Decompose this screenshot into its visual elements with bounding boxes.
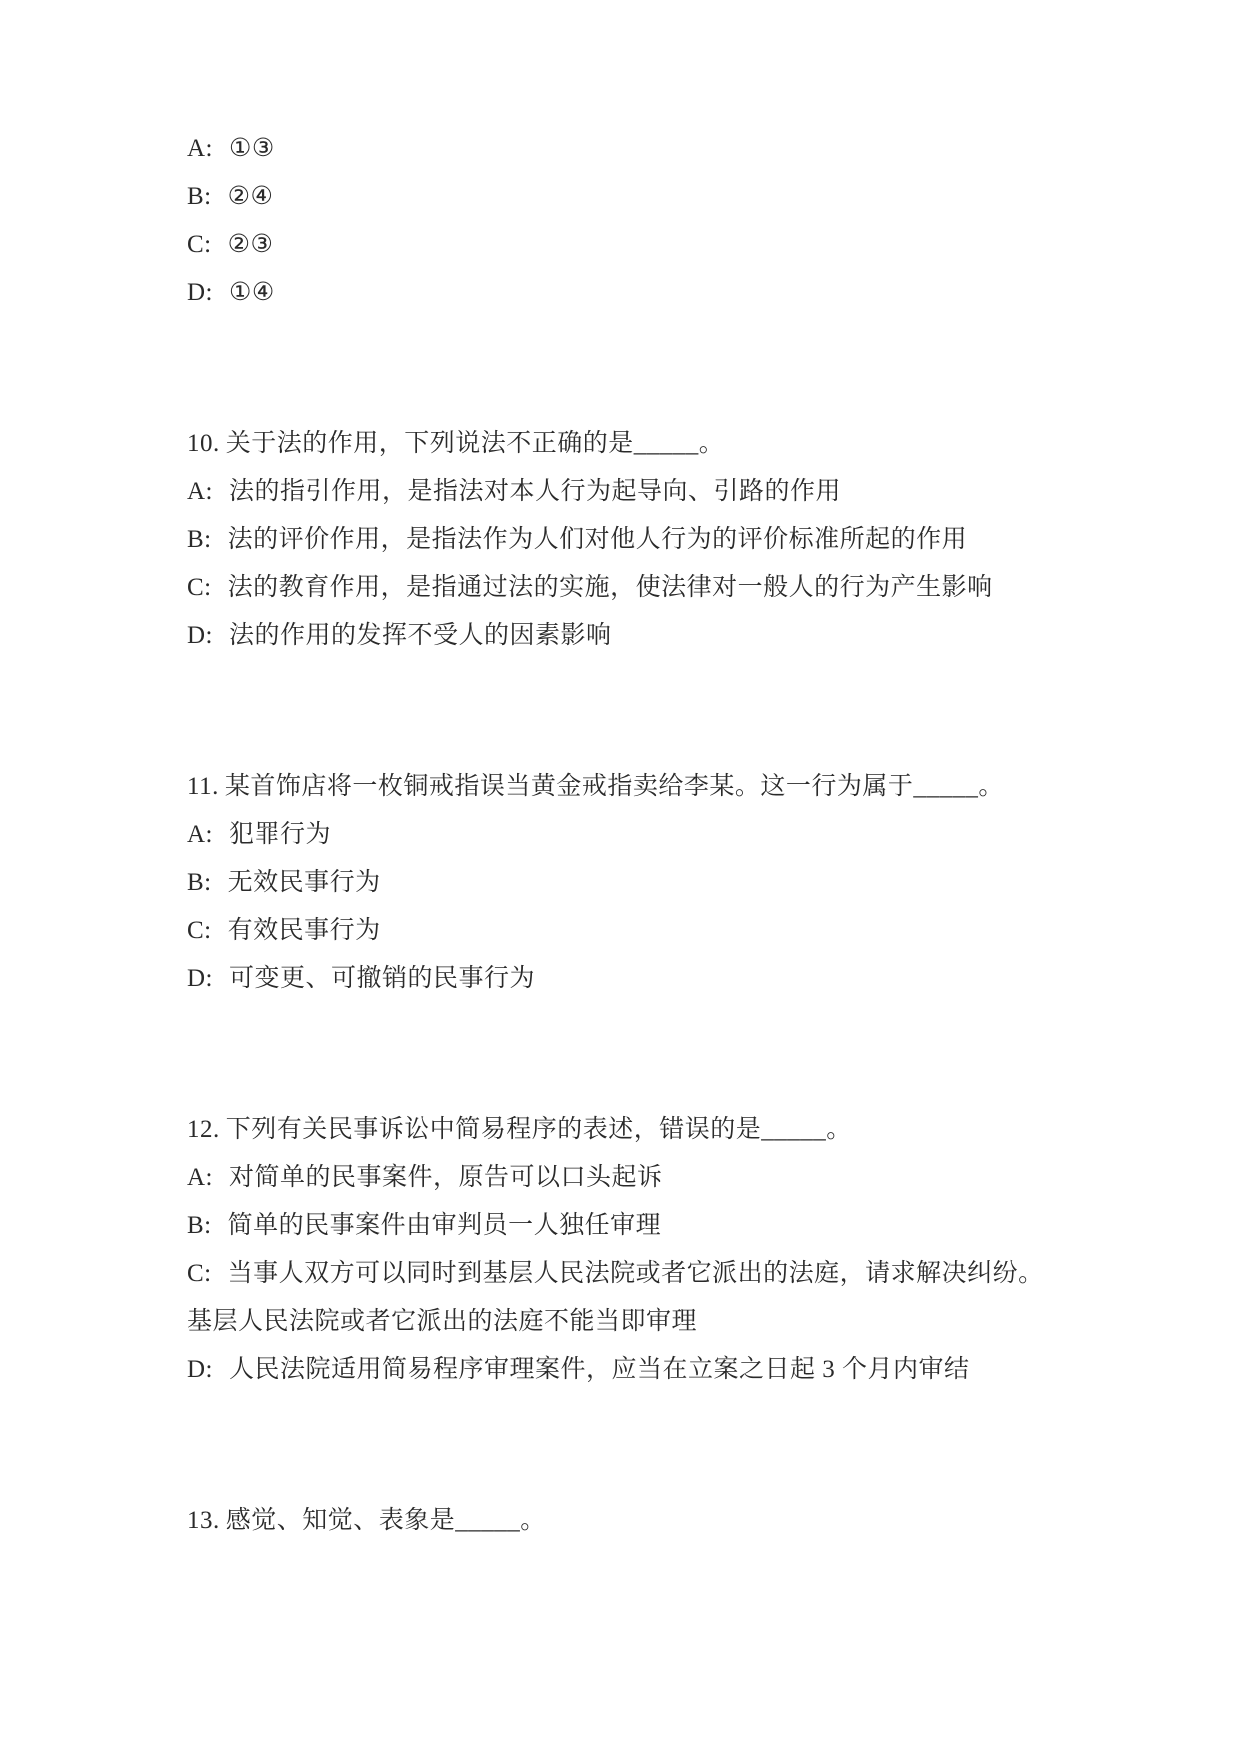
question-number: 13. — [187, 1507, 220, 1534]
option-label: D: — [187, 279, 213, 306]
option-line — [187, 1202, 1067, 1250]
question-stem — [187, 763, 1067, 811]
option-line — [187, 173, 1067, 221]
option-label: A: — [187, 478, 213, 505]
option-label: A: — [187, 135, 213, 162]
question-number: 12. — [187, 1116, 220, 1143]
question-stem-text: 下列有关民事诉讼中简易程序的表述，错误的是_____。 — [225, 1116, 852, 1143]
option-line — [187, 221, 1067, 269]
option-line — [187, 125, 1067, 173]
option-line — [187, 907, 1067, 955]
question-stem — [187, 1106, 1067, 1154]
option-label: A: — [187, 1164, 213, 1191]
option-label: C: — [187, 917, 212, 944]
option-label: D: — [187, 622, 213, 649]
option-line — [187, 1346, 1067, 1394]
option-label: C: — [187, 231, 212, 258]
question-block-9-options — [187, 125, 1067, 317]
option-text: ①④ — [229, 279, 275, 306]
option-label: C: — [187, 574, 212, 601]
question-stem — [187, 1497, 1067, 1545]
option-text: 简单的民事案件由审判员一人独任审理 — [227, 1212, 662, 1239]
option-label: B: — [187, 1212, 212, 1239]
option-text: 无效民事行为 — [227, 869, 381, 896]
option-line — [187, 1250, 1067, 1346]
question-stem-text: 某首饰店将一枚铜戒指误当黄金戒指卖给李某。这一行为属于_____。 — [224, 773, 1004, 800]
option-line — [187, 955, 1067, 1003]
option-text: 有效民事行为 — [227, 917, 381, 944]
question-block-13 — [187, 1497, 1067, 1545]
option-text: 法的评价作用，是指法作为人们对他人行为的评价标准所起的作用 — [227, 526, 968, 553]
option-line — [187, 468, 1067, 516]
option-text: 法的教育作用，是指通过法的实施，使法律对一般人的行为产生影响 — [227, 574, 993, 601]
question-number: 11. — [187, 773, 219, 800]
option-text: ①③ — [229, 135, 275, 162]
option-text: ②④ — [227, 183, 274, 210]
option-label: B: — [187, 526, 212, 553]
option-label: C: — [187, 1260, 212, 1287]
option-text: 犯罪行为 — [229, 821, 332, 848]
option-text: 法的指引作用，是指法对本人行为起导向、引路的作用 — [229, 478, 842, 505]
question-stem — [187, 420, 1067, 468]
option-label: B: — [187, 869, 212, 896]
option-text: 法的作用的发挥不受人的因素影响 — [229, 622, 612, 649]
question-stem-text: 关于法的作用，下列说法不正确的是_____。 — [225, 430, 725, 457]
option-line — [187, 612, 1067, 660]
question-block-11 — [187, 763, 1067, 1003]
question-block-12 — [187, 1106, 1067, 1394]
option-label: A: — [187, 821, 213, 848]
option-text: 可变更、可撤销的民事行为 — [229, 965, 536, 992]
option-label: D: — [187, 965, 213, 992]
option-line — [187, 811, 1067, 859]
option-text: 当事人双方可以同时到基层人民法院或者它派出的法庭，请求解决纠纷。基层人民法院或者它派出的法庭不能当即审理 — [187, 1260, 1044, 1335]
option-label: B: — [187, 183, 212, 210]
option-line — [187, 1154, 1067, 1202]
option-label: D: — [187, 1356, 213, 1383]
question-number: 10. — [187, 430, 220, 457]
option-line — [187, 516, 1067, 564]
option-text: 对简单的民事案件，原告可以口头起诉 — [229, 1164, 663, 1191]
option-text: 人民法院适用简易程序审理案件，应当在立案之日起 3 个月内审结 — [229, 1356, 970, 1383]
option-line — [187, 564, 1067, 612]
question-stem-text: 感觉、知觉、表象是_____。 — [225, 1507, 546, 1534]
option-text: ②③ — [227, 231, 274, 258]
question-block-10 — [187, 420, 1067, 660]
option-line — [187, 269, 1067, 317]
option-line — [187, 859, 1067, 907]
